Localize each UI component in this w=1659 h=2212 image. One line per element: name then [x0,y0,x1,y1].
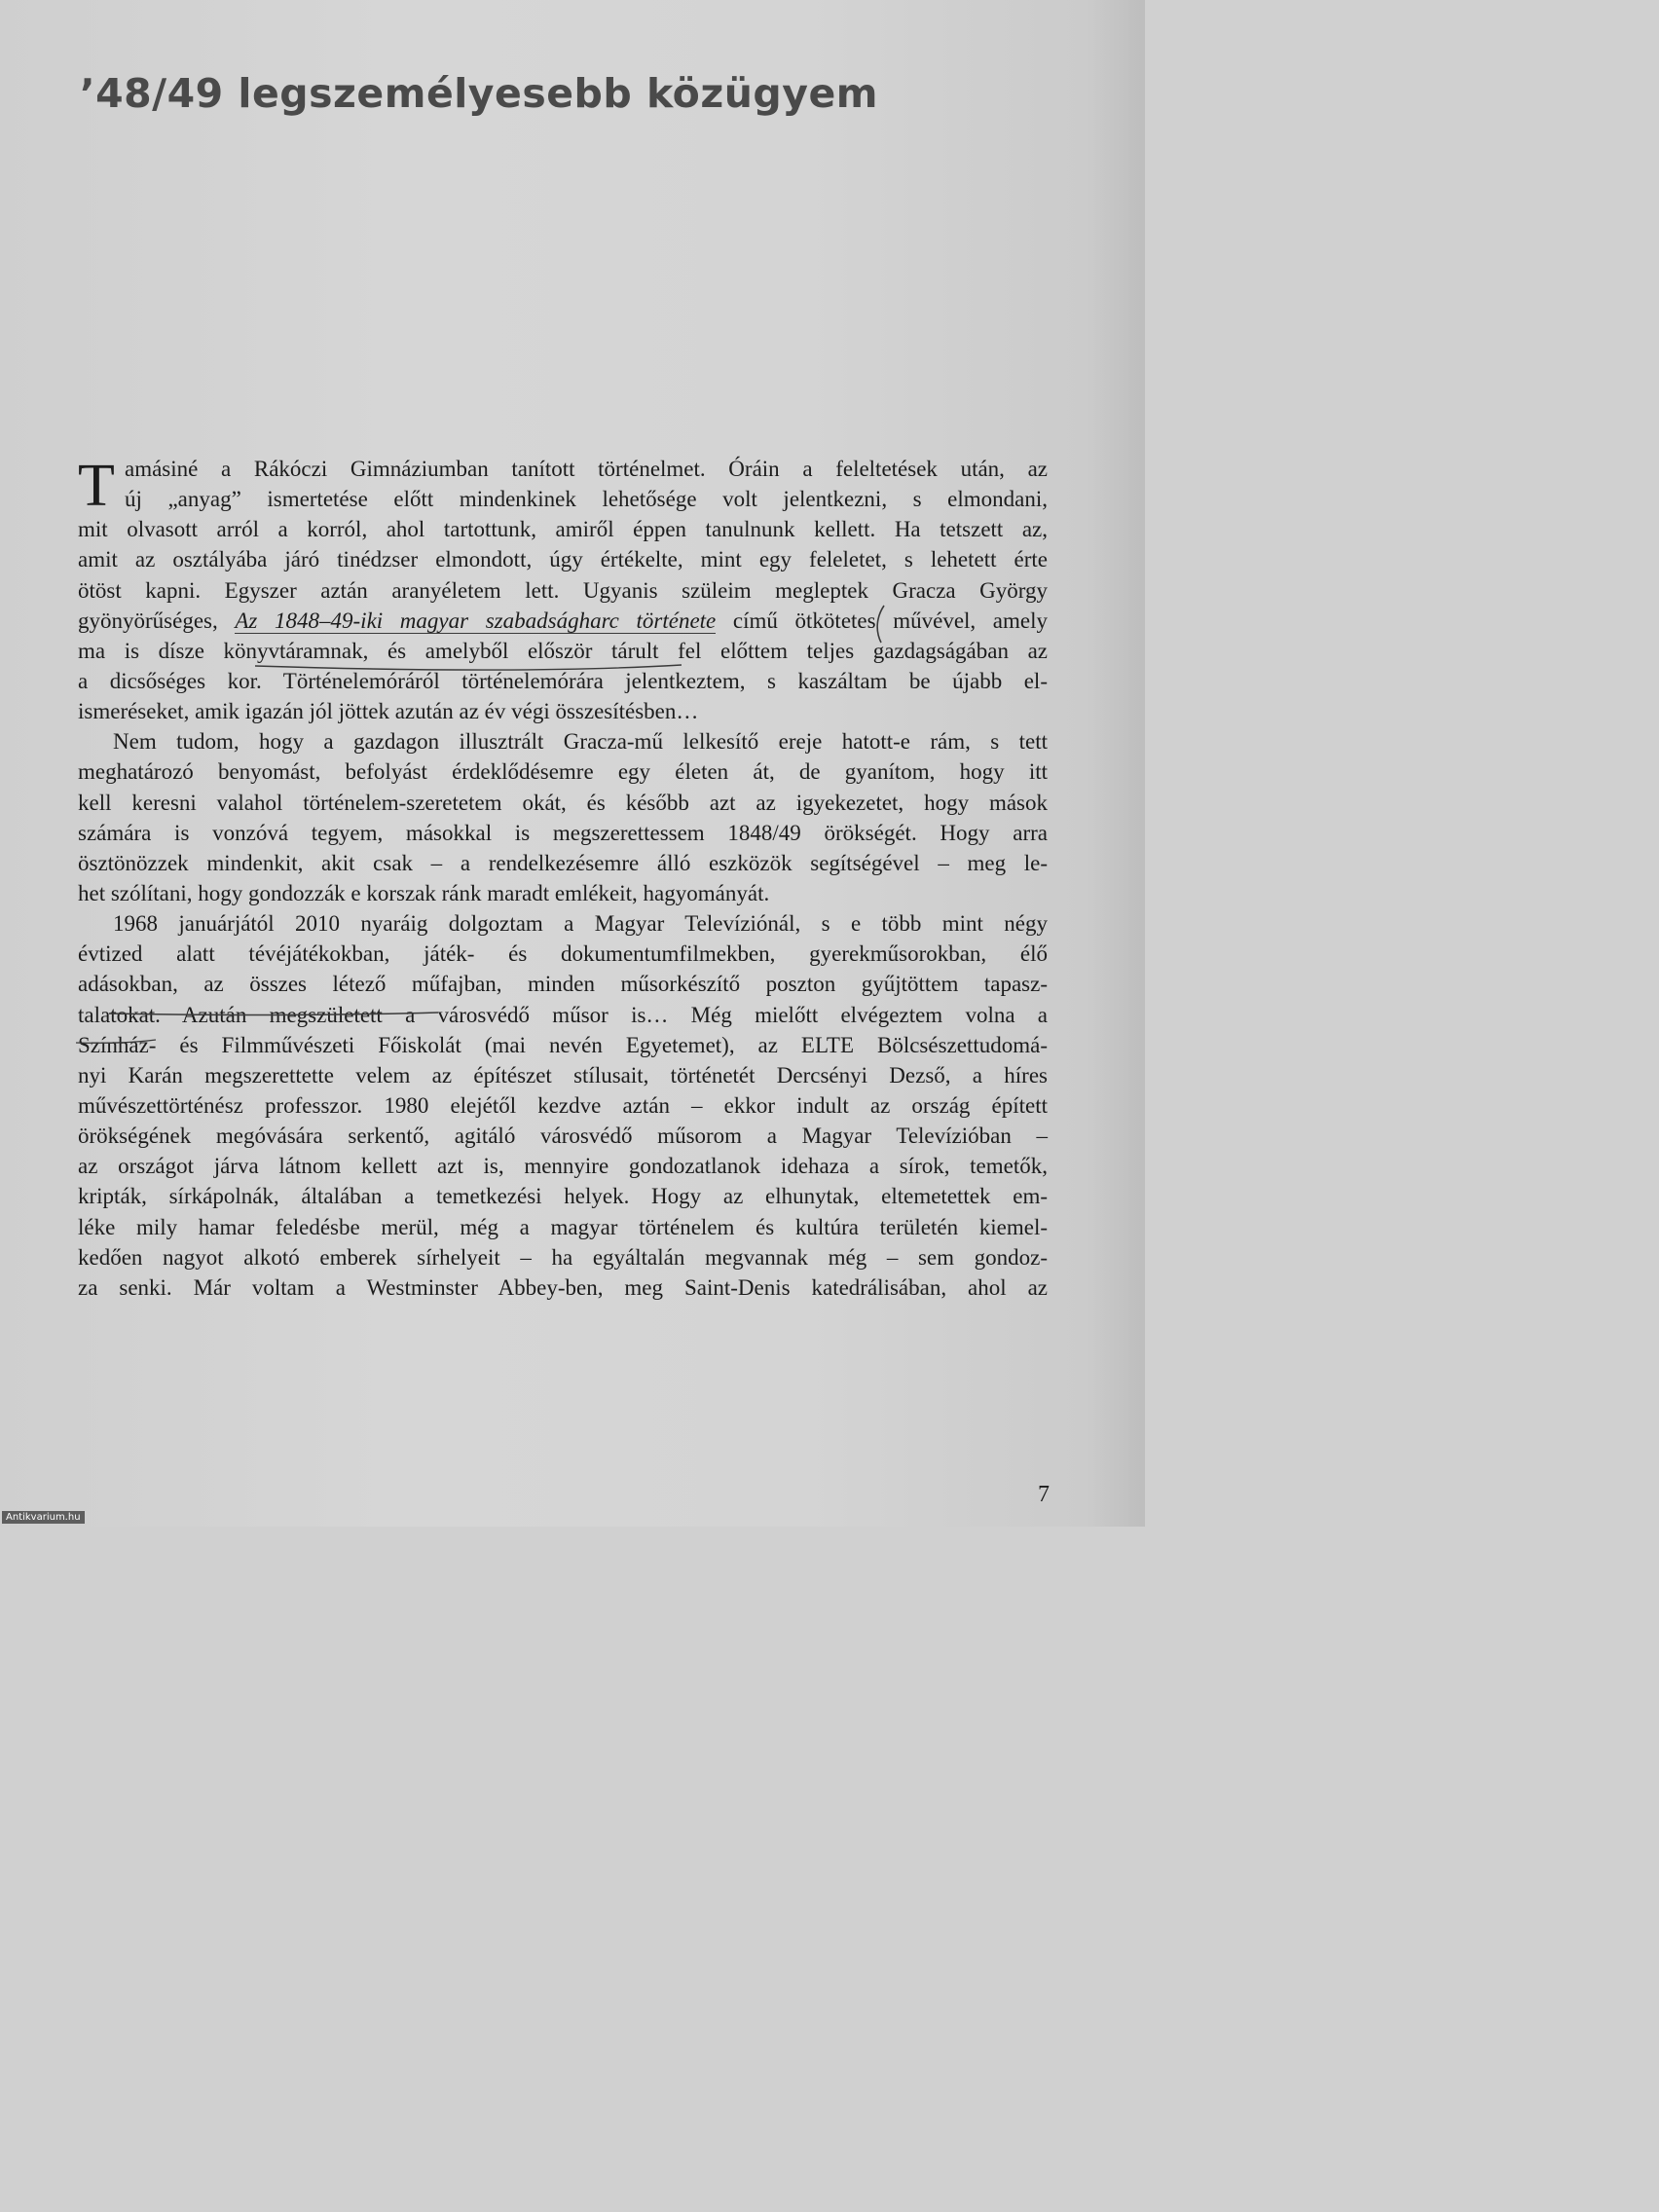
text-line: meghatározó benyomást, befolyást érdeklődésemre egy életen át, de gyanítom, hogy itt [78,759,1048,785]
paragraph-start: 1968 januárjától 2010 nyaráig dolgoztam a Magyar Televíziónál, s e több mint négy [113,911,1048,937]
text-line: ösztönözzek mindenkit, akit csak – a rendelkezésemre álló eszközök segítségével – meg le- [78,850,1048,875]
text-line: het szólítani, hogy gondozzák e korszak ránk maradt emlékeit, hagyományát. [78,880,770,905]
text-line: számára is vonzóvá tegyem, másokkal is megszerettessem 1848/49 örökségét. Hogy arra [78,820,1048,845]
text-line: az országot járva látnom kellett azt is, mennyire gondozatlanok idehaza a sírok, temetők, [78,1154,1048,1179]
text-line: ötöst kapni. Egyszer aztán aranyéletem lett. Ugyanis szüleim megleptek Gracza György [78,577,1048,603]
book-page [0,0,1145,1527]
watermark-logo: Antikvarium.hu [2,1511,85,1524]
page-gutter-shadow [1087,0,1145,1527]
book-title-underlined: Az 1848–49-iki magyar szabadságharc története [235,608,717,633]
text-line-with-title [78,606,1048,636]
drop-cap: T [78,453,115,519]
text-line: új „anyag” ismertetése előtt mindenkinek lehetősége volt jelentkezni, s elmondani, [125,487,1048,512]
first-paragraph-start [78,453,1048,519]
text-line: évtized alatt tévéjátékokban, játék- és dokumentumfilmekben, gyerekműsorokban, élő [78,941,1048,967]
text-line: léke mily hamar feledésbe merül, még a magyar történelem és kultúra területén kiemel- [78,1214,1048,1239]
text-line: ma is dísze könyvtáramnak, és amelyből először tárult fel előttem teljes gazdagságában az [78,638,1048,663]
text-line: kripták, sírkápolnák, általában a temetkezési helyek. Hogy az elhunytak, eltemetettek em- [78,1184,1048,1209]
text-line: talatokat. Azután megszületett a városvédő műsor is… Még mielőtt elvégeztem volna a [78,1002,1048,1027]
text-line: nyi Karán megszerettette velem az építészet stílusait, történetét Dercsényi Dezső, a híres [78,1062,1048,1088]
body-text [78,454,1048,1303]
text-line: Színház- és Filmművészeti Főiskolát (mai nevén Egyetemet), az ELTE Bölcsészettudomá- [78,1032,1048,1057]
text-fragment: című ötkötetes művével, amely [732,608,1048,633]
text-line: za senki. Már voltam a Westminster Abbey-ben, meg Saint-Denis katedrálisában, ahol az [78,1274,1048,1300]
text-line: amit az osztályába járó tinédzser elmondott, úgy értékelte, mint egy feleletet, s lehetett érte [78,547,1048,572]
chapter-title: ’48/49 legszemélyesebb közügyem [80,70,879,117]
text-line: mit olvasott arról a korról, ahol tartottunk, amiről éppen tanulnunk kellett. Ha tetszett az, [78,517,1048,542]
page-number: 7 [1038,1482,1050,1507]
text-fragment: gyönyörűséges, [78,608,218,633]
text-line: művészettörténész professzor. 1980 elejétől kezdve aztán – ekkor indult az ország épített [78,1092,1048,1118]
text-line: amásiné a Rákóczi Gimnáziumban tanított történelmet. Óráin a feleltetések után, az [125,457,1048,481]
text-line: adásokban, az összes létező műfajban, minden műsorkészítő poszton gyűjtöttem tapasz- [78,972,1048,997]
text-line: ismeréseket, amik igazán jól jöttek azután az év végi összesítésben… [78,699,699,724]
text-line: a dicsőséges kor. Történelemóráról történelemórára jelentkeztem, s kaszáltam be újabb el- [78,668,1048,693]
text-line: kell keresni valahol történelem-szeretetem okát, és később azt az igyekezetet, hogy mások [78,790,1048,815]
paragraph-start: Nem tudom, hogy a gazdagon illusztrált Gracza-mű lelkesítő ereje hatott-e rám, s tett [113,729,1048,755]
text-line: kedően nagyot alkotó emberek sírhelyeit – ha egyáltalán megvannak még – sem gondoz- [78,1244,1048,1270]
text-line: örökségének megóvására serkentő, agitáló városvédő műsorom a Magyar Televízióban – [78,1124,1048,1149]
